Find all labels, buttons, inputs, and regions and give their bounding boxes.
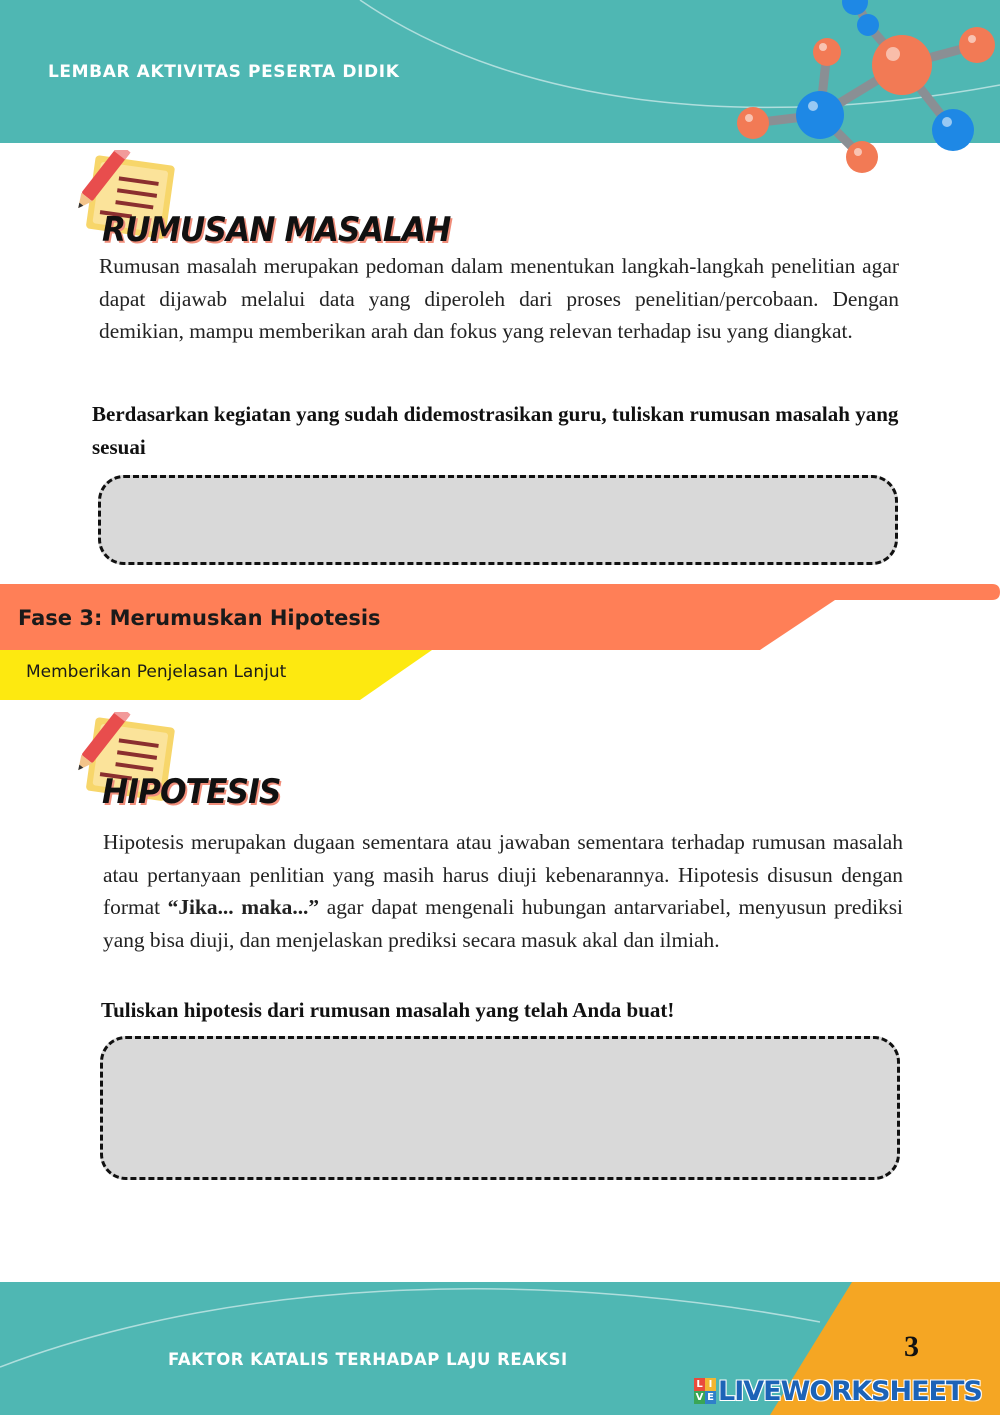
- hipotesis-paragraph: [103, 826, 903, 957]
- page-number: 3: [904, 1330, 919, 1363]
- section-heading-rumusan: RUMUSAN MASALAH: [102, 210, 451, 250]
- hipotesis-paragraph-text-end: agar dapat mengenali hubungan antarvariabel, menyusun prediksi yang bisa diuji, dan menjelaskan prediksi secara masuk akal dan ilmiah.: [103, 895, 903, 953]
- header-title: LEMBAR AKTIVITAS PESERTA DIDIK: [48, 62, 400, 82]
- hipotesis-instruction: Tuliskan hipotesis dari rumusan masalah yang telah Anda buat!: [101, 998, 675, 1022]
- rumusan-instruction: Berdasarkan kegiatan yang sudah didemostrasikan guru, tuliskan rumusan masalah yang sesuai: [92, 402, 899, 459]
- hipotesis-paragraph-text: Hipotesis merupakan dugaan sementara atau jawaban sementara terhadap rumusan masalah atau pertanyaan penlitian yang masih harus diuji kebenarannya. Hipotesis disusun dengan format: [103, 830, 903, 920]
- molecule-model-icon: [725, 0, 1000, 180]
- liveworksheets-mark-icon: L I V E: [694, 1378, 716, 1404]
- liveworksheets-logo: [694, 1374, 982, 1408]
- hipotesis-format-emphasis: “Jika... maka...”: [167, 895, 320, 920]
- rumusan-paragraph: Rumusan masalah merupakan pedoman dalam menentukan langkah-langkah penelitian agar dapat dijawab melalui data yang diperoleh dari proses penelitian/percobaan. Dengan demikian, mampu memberikan arah dan fokus yang relevan terhadap isu yang diangkat.: [99, 254, 899, 344]
- footer-title: FAKTOR KATALIS TERHADAP LAJU REAKSI: [168, 1350, 568, 1369]
- section-heading-hipotesis: HIPOTESIS: [102, 772, 281, 812]
- phase-title: Fase 3: Merumuskan Hipotesis: [18, 606, 381, 630]
- rumusan-answer-field[interactable]: [98, 475, 898, 565]
- phase-subtitle: Memberikan Penjelasan Lanjut: [26, 662, 287, 682]
- phase-banner: [0, 584, 1000, 702]
- hipotesis-answer-field[interactable]: [100, 1036, 900, 1180]
- liveworksheets-wordmark: LIVEWORKSHEETS: [718, 1375, 982, 1407]
